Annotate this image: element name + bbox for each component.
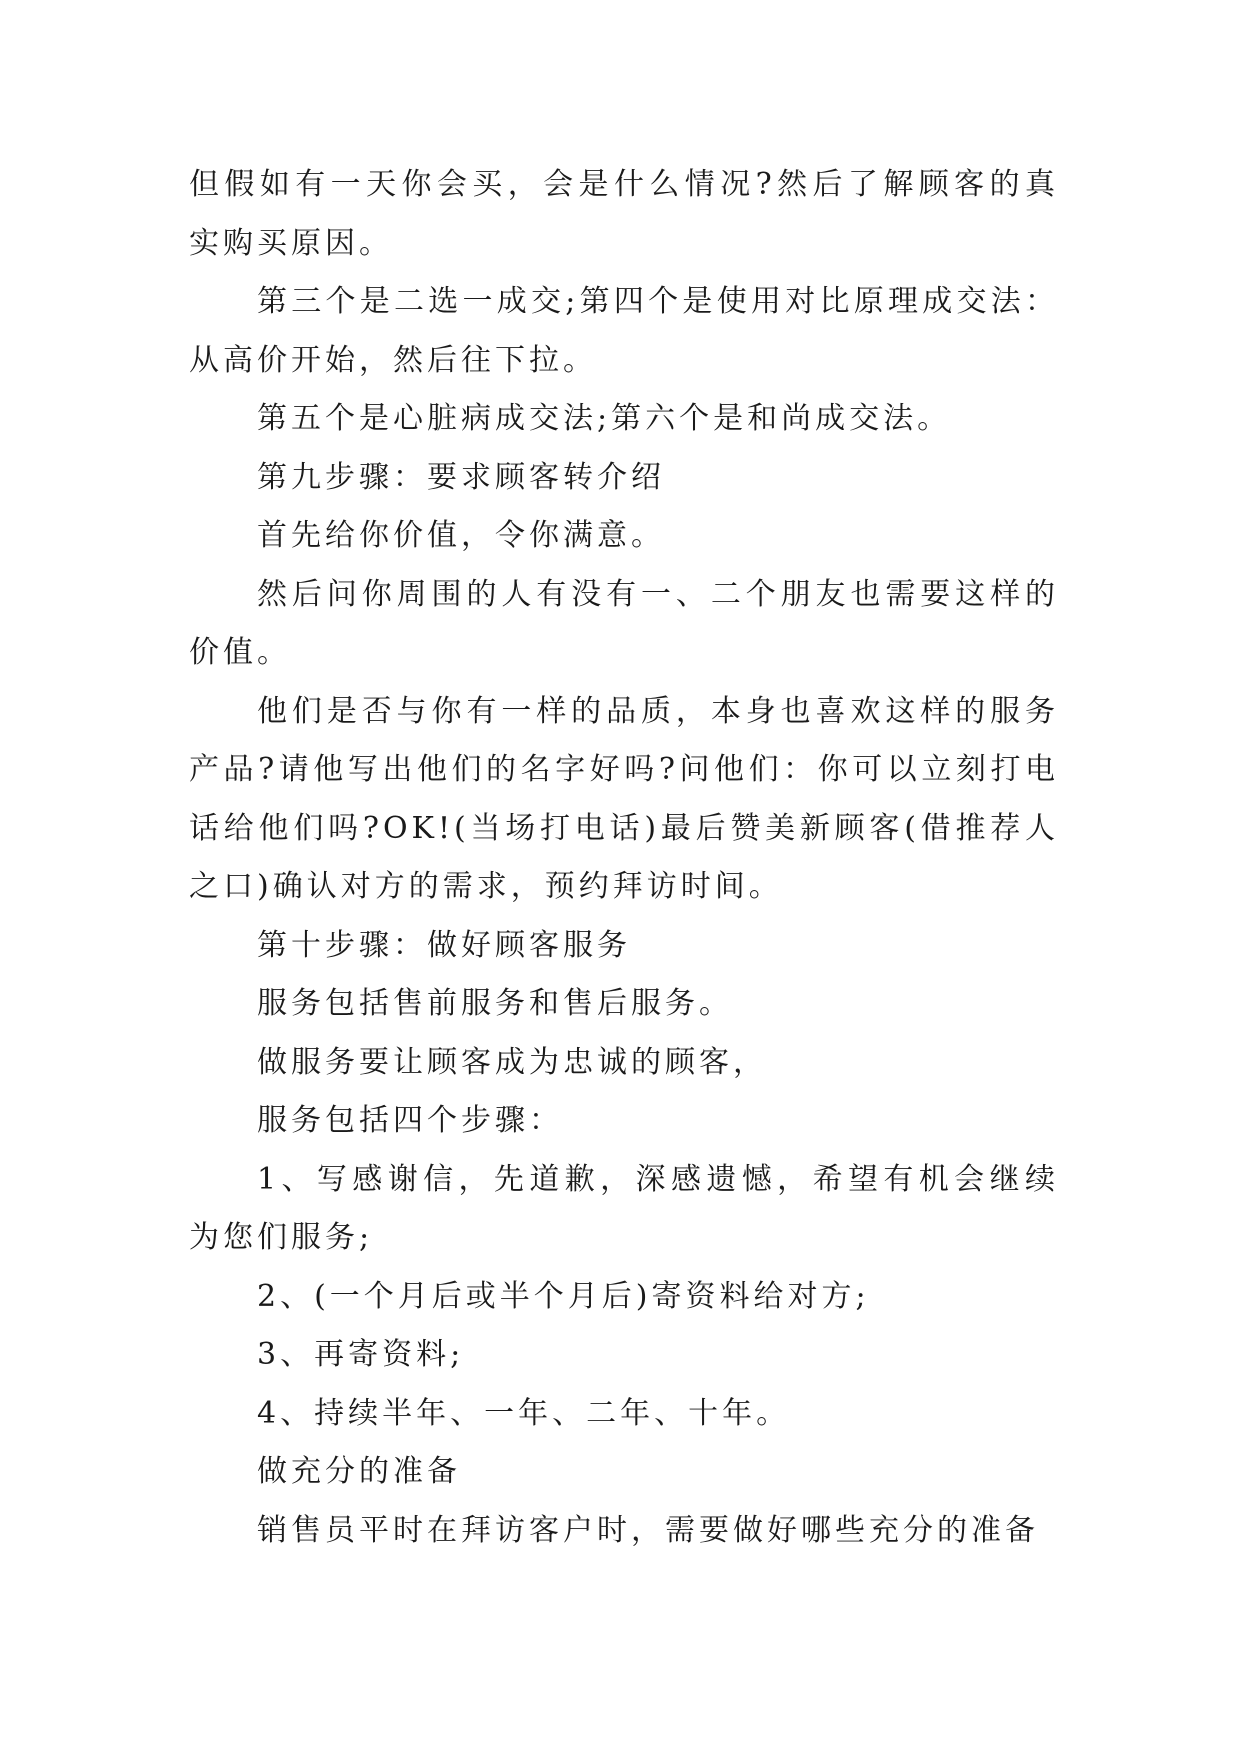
paragraph-2: 第五个是心脏病成交法;第六个是和尚成交法。	[257, 401, 952, 436]
paragraph-6: 他们是否与你有一样的品质，本身也喜欢这样的服务产品?请他写出他们的名字好吗?问他们：你可以立刻打电话给他们吗?OK!(当场打电话)最后赞美新顾客(借推荐人之口)确认对方的需求，预约拜访时间。	[189, 693, 1059, 904]
list-item-3: 3、再寄资料;	[257, 1337, 465, 1372]
paragraph-0: 但假如有一天你会买，会是什么情况?然后了解顾客的真实购买原因。	[189, 167, 1059, 261]
list-item-1: 1、写感谢信，先道歉，深感遗憾，希望有机会继续为您们服务;	[189, 1161, 1059, 1255]
list-item-2: 2、(一个月后或半个月后)寄资料给对方;	[257, 1278, 870, 1314]
paragraph-16: 销售员平时在拜访客户时，需要做好哪些充分的准备	[257, 1512, 1039, 1548]
paragraph-1: 第三个是二选一成交;第四个是使用对比原理成交法：从高价开始，然后往下拉。	[189, 284, 1059, 378]
paragraph-10: 服务包括四个步骤：	[257, 1103, 563, 1138]
section-heading-preparation: 做充分的准备	[257, 1454, 461, 1489]
paragraph-5: 然后问你周围的人有没有一、二个朋友也需要这样的价值。	[189, 576, 1059, 670]
paragraph-4: 首先给你价值，令你满意。	[257, 518, 665, 553]
section-heading-step-9: 第九步骤：要求顾客转介绍	[257, 459, 665, 495]
section-heading-step-10: 第十步骤：做好顾客服务	[257, 927, 631, 963]
paragraph-8: 服务包括售前服务和售后服务。	[257, 986, 733, 1021]
list-item-4: 4、持续半年、一年、二年、十年。	[257, 1395, 791, 1431]
body-text	[189, 156, 1059, 1560]
paragraph-9: 做服务要让顾客成为忠诚的顾客，	[257, 1044, 767, 1080]
